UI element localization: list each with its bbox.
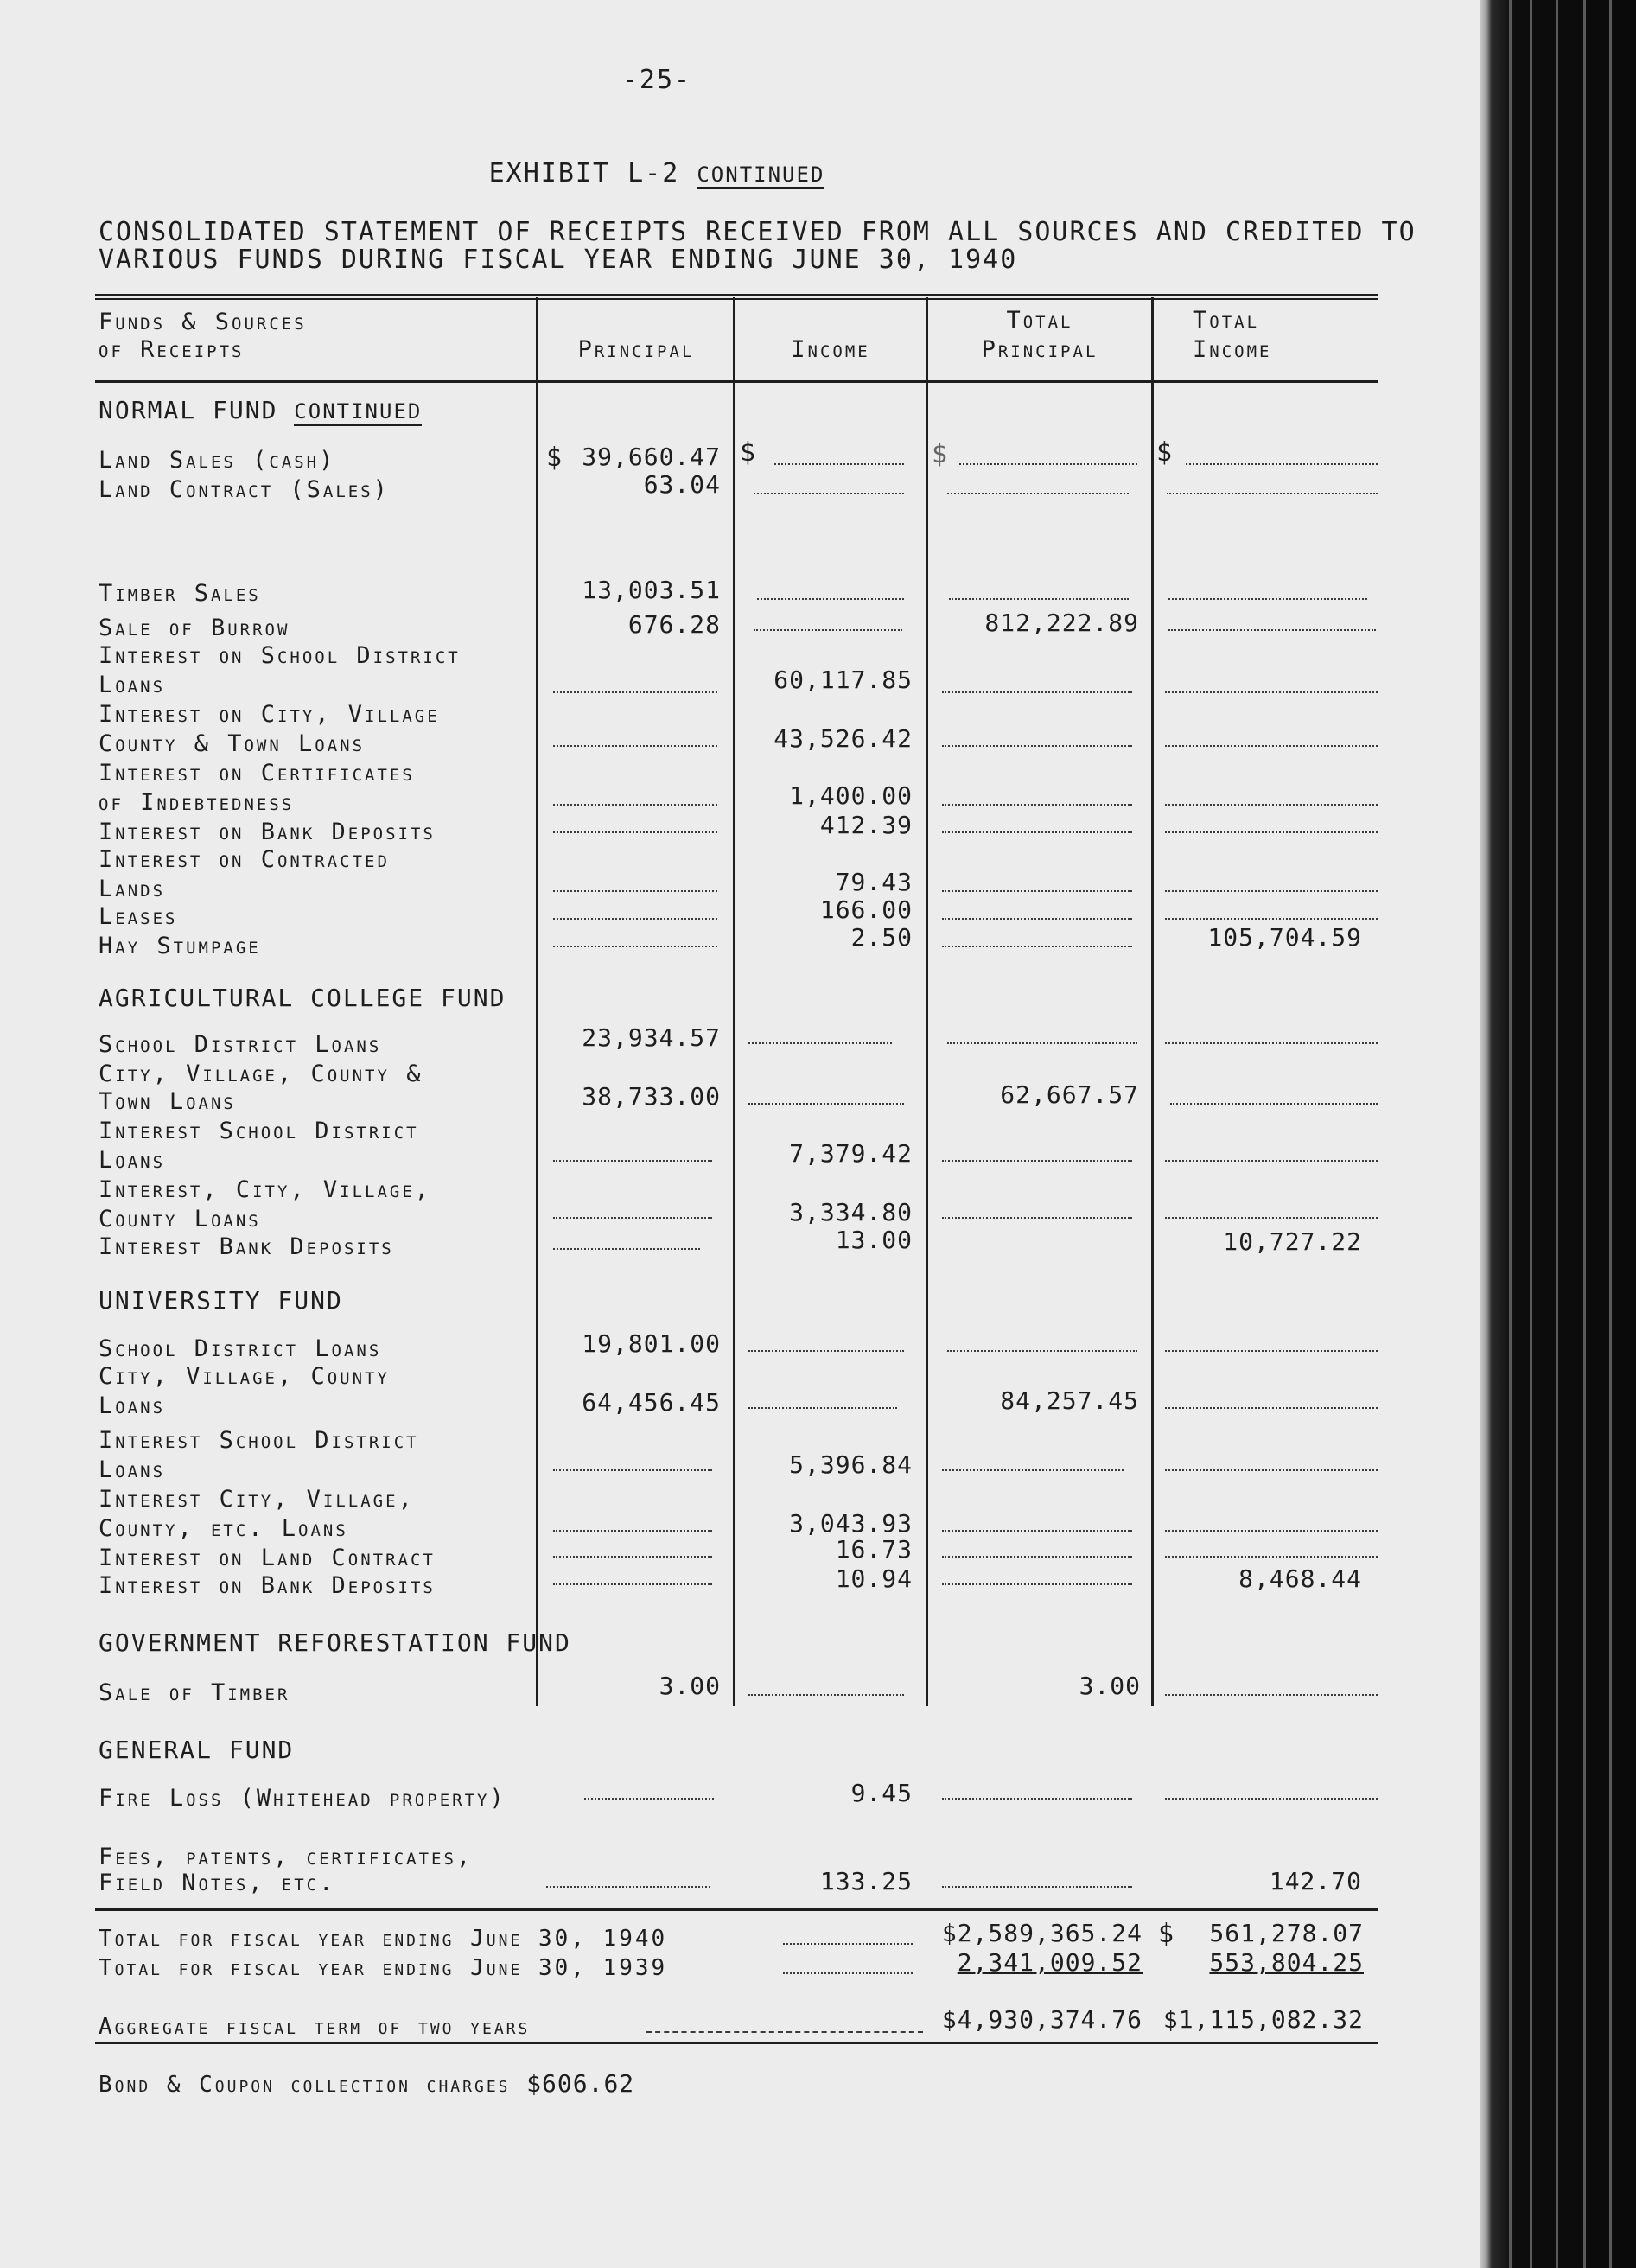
dotted-leader [553,1248,700,1250]
table-top-rule-2 [95,298,1378,300]
row-label: Leases [99,903,178,930]
divider-total-principal [926,297,928,1706]
normal-fund-continued: CONTINUED [294,399,422,426]
dotted-leader [1165,804,1378,806]
total-1940-label: Total for fiscal year ending June 30, 1940 [99,1926,668,1952]
bond-charges-value: $606.62 [526,2069,635,2098]
row-label: Land Contract (Sales) [99,476,390,503]
exhibit-title [449,158,864,188]
row-label: Interest on School District [99,642,461,669]
total-1940-income: 561,278.07 [1209,1919,1364,1947]
divider-principal [536,297,538,1706]
row-label: City, Village, County [99,1363,390,1390]
dotted-leader [942,1556,1132,1558]
dotted-leader [1186,463,1378,465]
section-title-normal-fund [99,398,422,424]
cell-total-income: 142.70 [1269,1867,1362,1895]
cell-total-income: 10,727.22 [1223,1227,1362,1256]
total-1939-label: Total for fiscal year ending June 30, 1939 [99,1955,668,1981]
cell-income: 9.45 [850,1779,913,1807]
dotted-leader [748,1694,904,1696]
dotted-leader [942,1217,1132,1219]
dotted-leader [1165,1350,1378,1352]
dotted-leader [748,1103,904,1105]
cell-principal: 3.00 [659,1672,721,1700]
row-label: County & Town Loans [99,730,366,757]
header-funds-sources-2: of Receipts [99,336,245,363]
dotted-leader [1165,1798,1378,1800]
row-label: Interest School District [99,1427,419,1454]
dotted-leader [553,804,717,806]
aggregate-label: Aggregate fiscal term of two years [99,2014,531,2040]
row-label: Loans [99,1456,166,1483]
dotted-leader [942,1798,1132,1800]
bond-charges-label: Bond & Coupon collection charges [99,2072,511,2098]
row-label: Interest Bank Deposits [99,1233,394,1260]
exhibit-label: EXHIBIT L-2 [488,158,680,188]
dotted-leader [1165,1217,1378,1219]
row-label: Lands [99,876,166,902]
row-label: Interest, City, Village, [99,1176,432,1203]
cell-principal: 676.28 [627,610,721,639]
row-label: Loans [99,1147,166,1174]
dotted-leader [947,493,1129,494]
exhibit-continued: CONTINUED [697,162,824,189]
cell-principal: 63.04 [643,470,721,499]
section-title-reforestation: GOVERNMENT REFORESTATION FUND [99,1628,571,1657]
dotted-leader [1167,493,1378,494]
dotted-leader [1165,1160,1378,1162]
cell-income: 16.73 [835,1535,913,1564]
dotted-leader [1168,629,1376,631]
dotted-leader [1165,1556,1378,1558]
dollar-sign: $ [932,439,948,469]
row-label: County Loans [99,1206,261,1233]
cell-income: 133.25 [819,1867,913,1895]
cell-income: 166.00 [819,895,913,924]
cell-income: 2.50 [850,923,913,952]
table-top-rule [95,294,1378,296]
row-label: Timber Sales [99,580,261,607]
body-bottom-rule [95,1908,1378,1911]
dotted-leader [748,1350,904,1352]
total-1939-income: 553,804.25 [1209,1948,1364,1977]
row-label: County, etc. Loans [99,1515,348,1542]
row-label: Interest School District [99,1118,419,1144]
header-funds-sources-1: Funds & Sources [99,309,307,335]
dotted-leader [748,1042,892,1044]
cell-income: 13.00 [835,1226,913,1254]
normal-fund-title: NORMAL FUND [99,396,278,424]
row-label: of Indebtedness [99,789,295,816]
dotted-leader [942,890,1132,892]
row-label: City, Village, County & [99,1061,423,1087]
dotted-leader [942,1160,1132,1162]
divider-income [733,297,735,1706]
statement-heading-line1: CONSOLIDATED STATEMENT OF RECEIPTS RECEIVED FROM ALL SOURCES AND CREDITED TO [99,217,1416,247]
header-bottom-rule [95,380,1378,383]
row-label: School District Loans [99,1335,382,1362]
cell-income: 412.39 [819,811,913,839]
dotted-leader [553,1217,712,1219]
cell-principal: 23,934.57 [582,1023,721,1052]
aggregate-principal: $4,930,374.76 [941,2005,1143,2034]
row-label: Sale of Timber [99,1679,290,1706]
dotted-leader [959,463,1137,465]
dotted-leader [942,804,1132,806]
cell-income: 7,379.42 [789,1139,913,1168]
dotted-leader [546,1886,710,1888]
row-label: Loans [99,1392,166,1419]
dotted-leader [942,691,1132,693]
row-label: Fire Loss (Whitehead property) [99,1785,506,1812]
row-label: School District Loans [99,1031,382,1058]
dotted-leader [783,1972,913,1974]
dotted-leader [1165,691,1378,693]
dotted-leader [942,1886,1132,1888]
aggregate-income: $1,115,082.32 [1162,2005,1364,2034]
cell-principal: 39,660.47 [582,443,721,471]
header-total-principal-2: Principal [981,336,1098,363]
dotted-leader [947,1350,1137,1352]
dotted-leader [754,493,904,494]
header-total-income-1: Total [1193,307,1260,334]
aggregate-rule [95,2042,1378,2044]
row-label: Interest on Land Contract [99,1545,436,1571]
row-label: Hay Stumpage [99,933,261,959]
dotted-leader [748,1407,897,1409]
dotted-leader [1170,1103,1378,1105]
row-label: Town Loans [99,1088,236,1115]
section-title-agricultural: AGRICULTURAL COLLEGE FUND [99,984,506,1012]
cell-principal: 38,733.00 [582,1082,721,1111]
dotted-leader [1165,918,1378,920]
cell-total-principal: 3.00 [1079,1672,1141,1700]
book-page-edge [1480,0,1636,2268]
cell-income: 43,526.42 [773,724,913,753]
cell-total-income: 105,704.59 [1207,923,1362,952]
cell-principal: 19,801.00 [582,1329,721,1358]
dotted-leader [553,890,717,892]
total-1939-principal: 2,341,009.52 [957,1948,1143,1977]
dotted-leader [757,598,904,600]
row-label: Field Notes, etc. [99,1870,336,1896]
dotted-leader [1165,1694,1378,1696]
dotted-leader [942,1469,1124,1471]
header-principal: Principal [577,336,695,363]
statement-heading-line2: VARIOUS FUNDS DURING FISCAL YEAR ENDING JUNE 30, 1940 [99,245,1018,275]
header-total-principal-1: Total [1006,307,1073,334]
dollar-sign: $ [1156,437,1173,468]
dotted-leader [783,1943,913,1945]
cell-income: 1,400.00 [789,781,913,810]
dotted-leader [942,946,1132,947]
row-label: Interest on Contracted [99,846,390,873]
cell-income: 10.94 [835,1564,913,1593]
dotted-leader [646,2031,923,2033]
dotted-leader [947,1042,1137,1044]
row-label: Fees, patents, certificates, [99,1844,474,1870]
dotted-leader [584,1798,714,1800]
section-title-university: UNIVERSITY FUND [99,1286,343,1315]
cell-income: 3,334.80 [789,1198,913,1226]
dotted-leader [553,831,717,833]
dotted-leader [942,918,1132,920]
dotted-leader [553,745,717,747]
dollar-sign: $ [546,443,563,473]
dotted-leader [774,463,904,465]
cell-principal: 13,003.51 [582,576,721,604]
dotted-leader [1165,1042,1378,1044]
dotted-leader [553,1160,712,1162]
cell-income: 79.43 [835,868,913,896]
divider-total-income [1151,297,1154,1706]
cell-total-principal: 62,667.57 [1000,1080,1139,1109]
dotted-leader [1165,1407,1378,1409]
header-total-income-2: Income [1193,336,1272,363]
bond-charges [99,2071,634,2098]
dotted-leader [553,1583,712,1585]
cell-principal: 64,456.45 [582,1388,721,1417]
dotted-leader [942,831,1132,833]
dotted-leader [553,1556,712,1558]
cell-total-income: 8,468.44 [1238,1564,1362,1593]
dotted-leader [1165,1530,1378,1532]
cell-income: 60,117.85 [773,666,913,694]
row-label: Interest on City, Village [99,701,440,728]
dotted-leader [553,918,717,920]
row-label: Interest on Certificates [99,760,415,787]
cell-total-principal: 812,222.89 [984,608,1139,637]
dotted-leader [1165,831,1378,833]
dotted-leader [942,1530,1132,1532]
dotted-leader [1165,1469,1378,1471]
row-label: Land Sales (cash) [99,447,336,474]
dotted-leader [1165,745,1378,747]
dotted-leader [942,745,1132,747]
dotted-leader [553,1530,712,1532]
row-label: Interest on Bank Deposits [99,1572,436,1599]
dollar-sign: $ [1158,1919,1174,1949]
row-label: Interest City, Village, [99,1486,415,1513]
dotted-leader [1168,598,1367,600]
dotted-leader [942,1583,1132,1585]
cell-income: 5,396.84 [789,1450,913,1479]
dotted-leader [553,946,717,947]
dotted-leader [949,598,1129,600]
dollar-sign: $ [740,437,756,468]
dotted-leader [553,691,717,693]
cell-total-principal: 84,257.45 [1000,1386,1139,1415]
row-label: Sale of Burrow [99,615,290,641]
dotted-leader [553,1469,712,1471]
dotted-leader [754,629,902,631]
total-1940-principal: $2,589,365.24 [941,1919,1143,1947]
dotted-leader [1165,890,1378,892]
row-label: Loans [99,672,166,698]
row-label: Interest on Bank Deposits [99,819,436,845]
section-title-general: GENERAL FUND [99,1736,295,1764]
page-number: -25- [621,65,692,95]
header-income: Income [791,336,870,363]
cell-income: 3,043.93 [789,1509,913,1538]
